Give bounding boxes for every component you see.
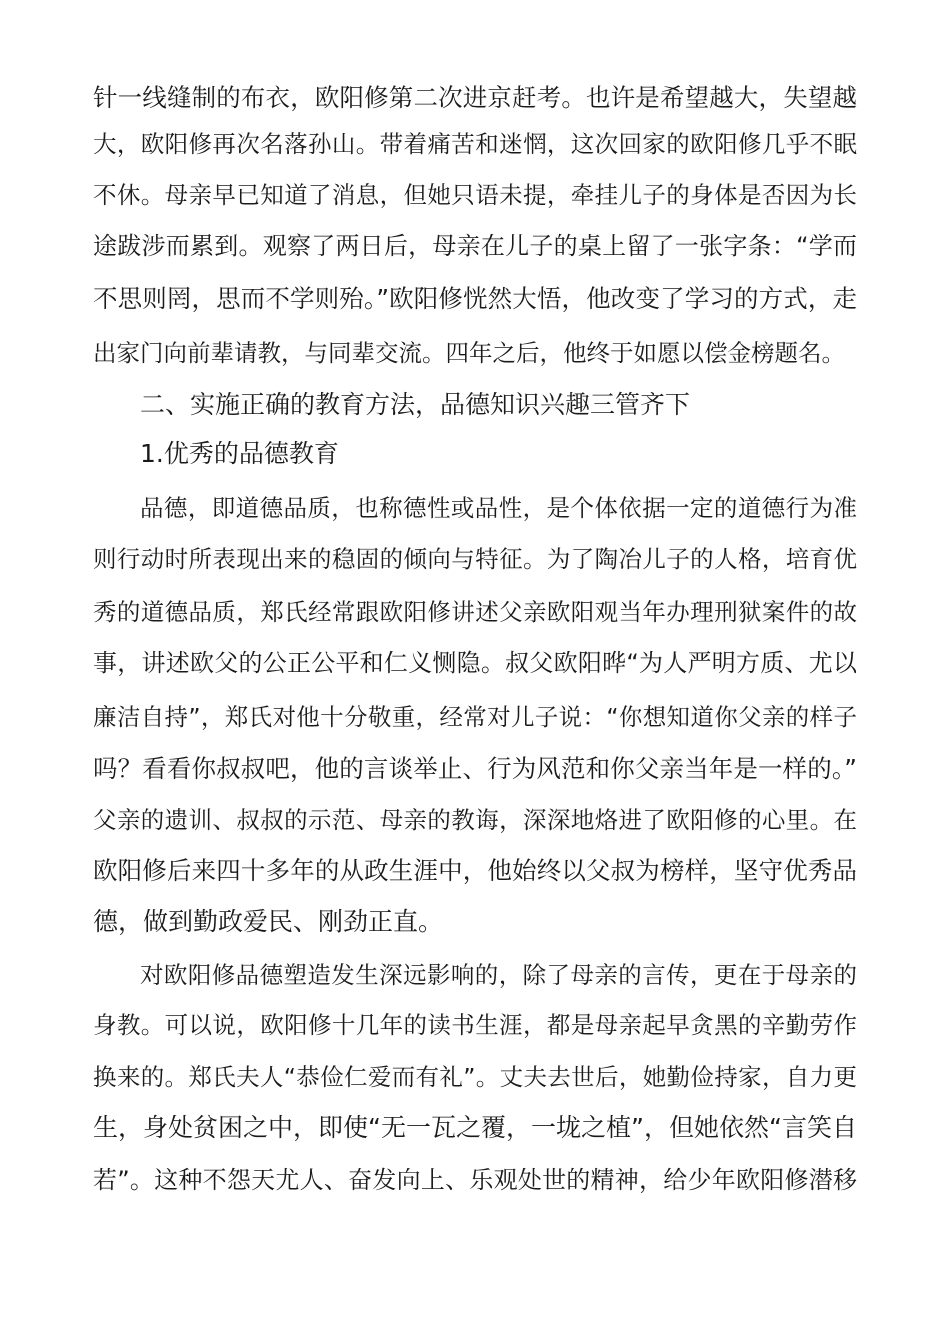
text-line: 欧阳修后来四十多年的从政生涯中，他始终以父叔为榜样，坚守优秀品 <box>93 856 857 885</box>
text-line: 不休。母亲早已知道了消息，但她只语未提，牵挂儿子的身体是否因为长 <box>93 181 857 209</box>
text-line: 出家门向前辈请教，与同辈交流。四年之后，他终于如愿以偿金榜题名。 <box>93 339 845 367</box>
text-line: 若”。这种不怨天尤人、奋发向上、乐观处世的精神，给少年欧阳修潜移 <box>93 1166 857 1194</box>
text-line: 事，讲述欧父的公正公平和仁义恻隐。叔父欧阳晔“为人严明方质、尤以 <box>93 649 857 677</box>
text-line: 吗？看看你叔叔吧，他的言谈举止、行为风范和你父亲当年是一样的。” <box>93 754 857 783</box>
section-heading: 二、实施正确的教育方法，品德知识兴趣三管齐下 <box>140 390 691 419</box>
text-line: 换来的。郑氏夫人“恭俭仁爱而有礼”。丈夫去世后，她勤俭持家，自力更 <box>93 1063 857 1091</box>
text-line: 途跋涉而累到。观察了两日后，母亲在儿子的桌上留了一张字条：“学而 <box>93 232 857 260</box>
text-line: 对欧阳修品德塑造发生深远影响的，除了母亲的言传，更在于母亲的 <box>140 961 857 989</box>
text-line: 则行动时所表现出来的稳固的倾向与特征。为了陶冶儿子的人格，培育优 <box>93 545 857 573</box>
text-line: 廉洁自持”，郑氏对他十分敬重，经常对儿子说：“你想知道你父亲的样子 <box>93 703 857 731</box>
text-line: 德，做到勤政爱民、刚劲正直。 <box>93 907 444 936</box>
text-line: 大，欧阳修再次名落孙山。带着痛苦和迷惘，这次回家的欧阳修几乎不眠 <box>93 130 857 158</box>
text-line: 父亲的遗训、叔叔的示范、母亲的教诲，深深地烙进了欧阳修的心里。在 <box>93 806 857 834</box>
text-line: 品德，即道德品质，也称德性或品性，是个体依据一定的道德行为准 <box>140 494 857 522</box>
text-line: 针一线缝制的布衣，欧阳修第二次进京赶考。也许是希望越大，失望越 <box>93 83 857 112</box>
text-line: 身教。可以说，欧阳修十几年的读书生涯，都是母亲起早贪黑的辛勤劳作 <box>93 1011 857 1039</box>
text-line: 生，身处贫困之中，即使“无一瓦之覆，一垅之植”，但她依然“言笑自 <box>93 1113 857 1142</box>
text-line: 秀的道德品质，郑氏经常跟欧阳修讲述父亲欧阳观当年办理刑狱案件的故 <box>93 598 857 626</box>
text-line: 不思则罔，思而不学则殆。”欧阳修恍然大悟，他改变了学习的方式，走 <box>93 284 857 313</box>
subsection-heading: 1.优秀的品德教育 <box>140 439 339 468</box>
